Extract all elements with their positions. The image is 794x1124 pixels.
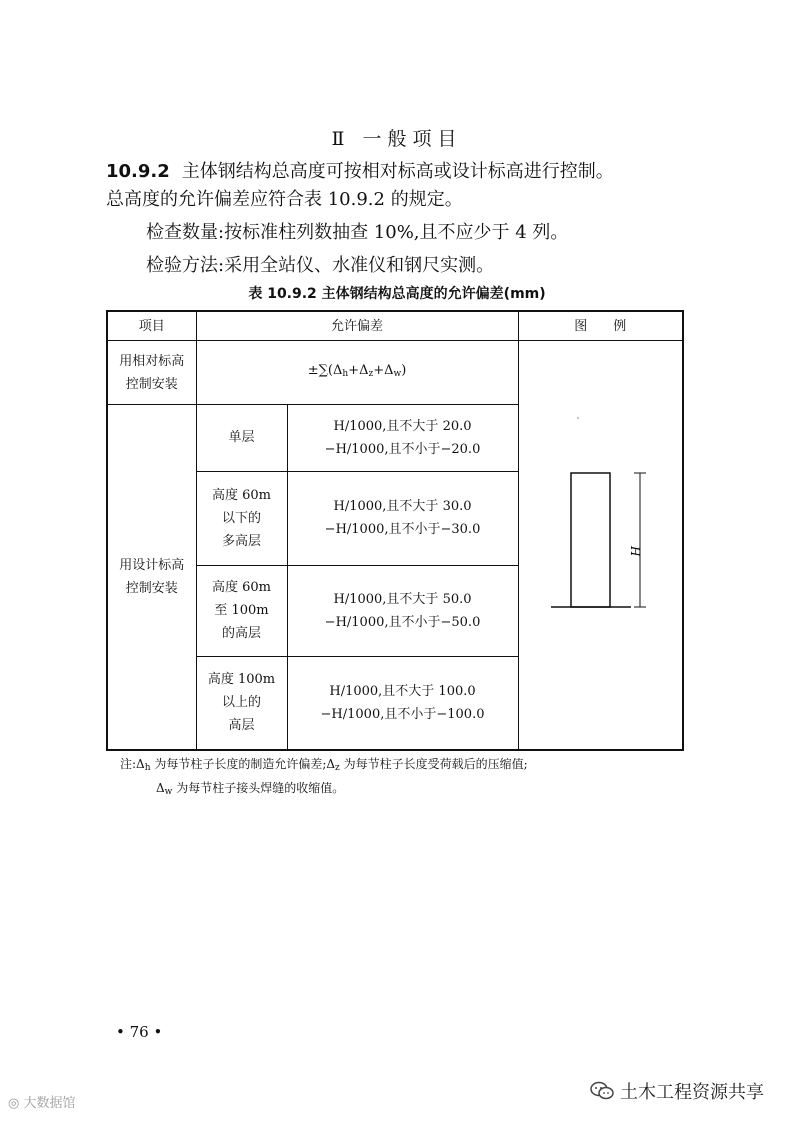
condition-line: 单层 — [228, 430, 255, 446]
header-item: 项目 — [107, 311, 196, 341]
formula-sub-z: z — [368, 369, 374, 379]
dimension-label: H — [627, 546, 642, 557]
wechat-icon — [590, 1081, 614, 1101]
check-method: 检验方法:采用全站仪、水准仪和钢尺实测。 — [146, 255, 495, 276]
note-sub-z: z — [335, 763, 340, 773]
condition-line: 的高层 — [221, 626, 261, 641]
condition-line: 以下的 — [221, 510, 261, 526]
watermark-logo-icon: ◎ — [8, 1096, 20, 1111]
clause-line-1 — [106, 158, 614, 186]
formula-sub-w: w — [393, 369, 402, 379]
condition-line: 高度 60m — [211, 487, 271, 503]
formula-sub-h: h — [342, 369, 349, 379]
relative-label-line2: 控制安装 — [125, 376, 178, 392]
watermark-left-text: 大数据馆 — [23, 1096, 76, 1111]
header-figure: 图 例 — [518, 311, 683, 341]
note-sub-h: h — [144, 763, 151, 773]
design-label — [107, 405, 196, 751]
note-part: Δ — [156, 781, 165, 795]
header-deviation: 允许偏差 — [196, 311, 518, 341]
deviation-max: H/1000,且不大于 100.0 — [329, 683, 476, 699]
relative-label-line1: 用相对标高 — [119, 353, 185, 369]
deviation-min: −H/1000,且不小于−50.0 — [324, 614, 481, 630]
condition-line: 高层 — [228, 718, 255, 734]
note-part: 注:Δ — [120, 757, 145, 771]
formula-part: +Δ — [373, 363, 394, 378]
note-part: 为每节柱子长度受荷载后的压缩值; — [339, 757, 528, 771]
design-label-line1: 用设计标高 — [119, 558, 185, 573]
deviation-max: H/1000,且不大于 50.0 — [333, 591, 472, 607]
deviation-cell — [287, 471, 518, 565]
formula-part: +Δ — [348, 363, 369, 378]
condition-cell — [196, 405, 287, 472]
deviation-min: −H/1000,且不小于−20.0 — [324, 441, 481, 457]
relative-label — [107, 341, 196, 405]
design-label-line2: 控制安装 — [125, 581, 178, 596]
note-part: 为每节柱子接头焊缝的收缩值。 — [172, 781, 345, 795]
condition-cell — [196, 565, 287, 656]
note-line-2 — [156, 776, 344, 804]
condition-line: 以上的 — [221, 695, 261, 711]
watermark-right — [590, 1078, 764, 1104]
condition-line: 多高层 — [221, 533, 261, 549]
figure-cell — [518, 341, 683, 751]
column-outline — [571, 473, 610, 607]
note-part: 为每节柱子长度的制造允许偏差;Δ — [150, 757, 336, 771]
condition-line: 至 100m — [214, 603, 269, 618]
deviation-max: H/1000,且不大于 30.0 — [333, 499, 472, 514]
deviation-max: H/1000,且不大于 20.0 — [333, 418, 472, 434]
condition-line: 高度 100m — [207, 672, 276, 688]
column-height-diagram — [519, 341, 682, 741]
formula-part: ) — [401, 363, 407, 378]
clause-number: 10.9.2 — [106, 161, 170, 182]
page-number: • 76 • — [116, 1023, 163, 1041]
watermark-right-text: 土木工程资源共享 — [620, 1082, 764, 1103]
condition-line: 高度 60m — [211, 580, 271, 595]
relative-formula — [196, 341, 518, 405]
clause-text-1: 主体钢结构总高度可按相对标高或设计标高进行控制。 — [181, 161, 614, 182]
deviation-cell — [287, 565, 518, 656]
deviation-min: −H/1000,且不小于−30.0 — [324, 522, 481, 537]
note-sub-w: w — [164, 787, 173, 797]
condition-cell — [196, 656, 287, 750]
tolerance-table — [106, 310, 684, 751]
formula-part: ±∑(Δ — [307, 363, 343, 378]
condition-cell — [196, 471, 287, 565]
deviation-cell — [287, 656, 518, 750]
table-caption: 表 10.9.2 主体钢结构总高度的允许偏差(mm) — [248, 286, 546, 302]
section-title: Ⅱ 一般项目 — [331, 128, 463, 150]
deviation-min: −H/1000,且不小于−100.0 — [320, 706, 485, 722]
deviation-cell — [287, 405, 518, 472]
clause-line-2: 总高度的允许偏差应符合表 10.9.2 的规定。 — [106, 189, 463, 210]
check-quantity: 检查数量:按标准柱列数抽查 10%,且不应少于 4 列。 — [146, 222, 569, 243]
watermark-left — [8, 1092, 76, 1111]
